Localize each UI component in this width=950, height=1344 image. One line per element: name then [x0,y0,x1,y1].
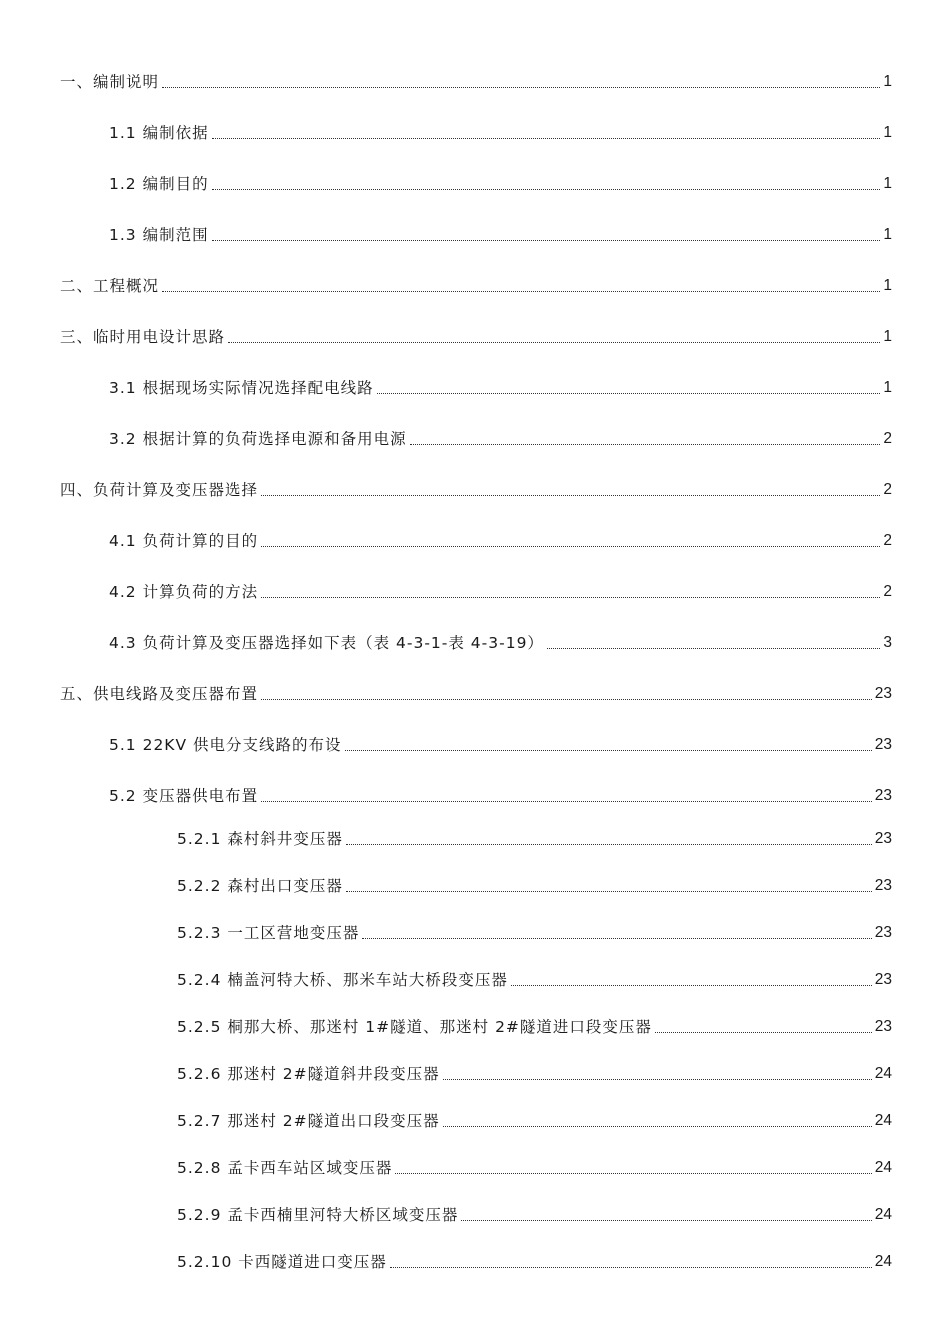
toc-entry-title: 5.2.9 孟卡西楠里河特大桥区域变压器 [177,1206,459,1224]
toc-entry-page: 2 [883,481,892,498]
toc-entry-title: 三、临时用电设计思路 [60,328,226,346]
toc-entry-page: 1 [883,124,892,141]
toc-entry-5-2-2[interactable] [177,870,892,896]
toc-entry-5-2-3[interactable] [177,917,892,943]
toc-entry-title: 二、工程概况 [60,277,160,295]
toc-entry-page: 1 [883,226,892,243]
toc-entry-title: 3.2 根据计算的负荷选择电源和备用电源 [109,430,407,448]
toc-dot-leader [346,891,872,892]
toc-entry-page: 24 [874,1253,892,1270]
toc-entry-page: 1 [883,328,892,345]
toc-entry-title: 5.2.5 桐那大桥、那迷村 1#隧道、那迷村 2#隧道进口段变压器 [177,1018,652,1036]
toc-dot-leader [162,291,880,292]
toc-entry-5-2-7[interactable] [177,1105,892,1131]
toc-entry-title: 5.2.2 森村出口变压器 [177,877,343,895]
toc-entry-section-4[interactable] [60,474,892,500]
toc-entry-title: 5.2.10 卡西隧道进口变压器 [177,1253,387,1271]
toc-entry-page: 24 [874,1159,892,1176]
toc-entry-page: 23 [874,830,892,847]
toc-entry-section-2[interactable] [60,270,892,296]
toc-entry-1-1[interactable] [109,117,892,143]
toc-dot-leader [345,750,872,751]
toc-entry-4-2[interactable] [109,576,892,602]
toc-entry-page: 23 [874,971,892,988]
toc-dot-leader [461,1220,871,1221]
toc-entry-5-2-8[interactable] [177,1152,892,1178]
toc-entry-title: 5.2.1 森村斜井变压器 [177,830,343,848]
toc-dot-leader [261,801,872,802]
toc-dot-leader [261,546,880,547]
toc-dot-leader [547,648,880,649]
toc-entry-page: 2 [883,532,892,549]
toc-dot-leader [212,189,881,190]
toc-dot-leader [346,844,872,845]
toc-dot-leader [212,138,881,139]
toc-dot-leader [395,1173,871,1174]
toc-entry-page: 24 [874,1112,892,1129]
toc-dot-leader [261,699,872,700]
toc-entry-section-1[interactable] [60,66,892,92]
toc-entry-4-3[interactable] [109,627,892,653]
toc-dot-leader [410,444,881,445]
toc-entry-page: 23 [874,685,892,702]
toc-entry-4-1[interactable] [109,525,892,551]
toc-entry-page: 23 [874,736,892,753]
toc-entry-title: 四、负荷计算及变压器选择 [60,481,259,499]
toc-entry-title: 4.1 负荷计算的目的 [109,532,259,550]
toc-dot-leader [443,1079,872,1080]
toc-entry-section-3[interactable] [60,321,892,347]
toc-dot-leader [162,87,880,88]
toc-entry-page: 23 [874,877,892,894]
toc-entry-5-1[interactable] [109,729,892,755]
toc-entry-5-2-4[interactable] [177,964,892,990]
toc-dot-leader [261,495,880,496]
toc-entry-page: 1 [883,175,892,192]
toc-entry-page: 24 [874,1206,892,1223]
toc-entry-3-1[interactable] [109,372,892,398]
toc-dot-leader [261,597,880,598]
toc-entry-page: 1 [883,73,892,90]
toc-entry-page: 3 [883,634,892,651]
toc-entry-5-2-10[interactable] [177,1246,892,1272]
toc-entry-title: 4.2 计算负荷的方法 [109,583,259,601]
toc-entry-title: 5.1 22KV 供电分支线路的布设 [109,736,342,754]
toc-entry-title: 3.1 根据现场实际情况选择配电线路 [109,379,374,397]
toc-dot-leader [362,938,871,939]
toc-entry-title: 5.2 变压器供电布置 [109,787,259,805]
toc-dot-leader [655,1032,872,1033]
toc-entry-page: 23 [874,787,892,804]
toc-entry-page: 23 [874,1018,892,1035]
toc-entry-title: 5.2.7 那迷村 2#隧道出口段变压器 [177,1112,440,1130]
toc-entry-title: 1.1 编制依据 [109,124,209,142]
toc-entry-1-3[interactable] [109,219,892,245]
toc-dot-leader [228,342,880,343]
toc-entry-title: 一、编制说明 [60,73,160,91]
toc-entry-5-2-6[interactable] [177,1058,892,1084]
toc-entry-title: 5.2.8 孟卡西车站区域变压器 [177,1159,393,1177]
toc-entry-title: 5.2.6 那迷村 2#隧道斜井段变压器 [177,1065,440,1083]
toc-entry-3-2[interactable] [109,423,892,449]
toc-entry-title: 1.2 编制目的 [109,175,209,193]
toc-dot-leader [390,1267,872,1268]
toc-entry-5-2-5[interactable] [177,1011,892,1037]
toc-entry-page: 2 [883,583,892,600]
toc-entry-page: 1 [883,277,892,294]
toc-dot-leader [212,240,881,241]
toc-entry-section-5[interactable] [60,678,892,704]
toc-entry-title: 5.2.4 楠盖河特大桥、那米车站大桥段变压器 [177,971,508,989]
toc-entry-1-2[interactable] [109,168,892,194]
toc-entry-title: 5.2.3 一工区营地变压器 [177,924,360,942]
toc-entry-page: 23 [874,924,892,941]
toc-entry-5-2-9[interactable] [177,1199,892,1225]
toc-entry-page: 2 [883,430,892,447]
toc-entry-page: 24 [874,1065,892,1082]
toc-entry-title: 4.3 负荷计算及变压器选择如下表（表 4-3-1-表 4-3-19） [109,634,544,652]
toc-dot-leader [377,393,881,394]
toc-entry-title: 五、供电线路及变压器布置 [60,685,259,703]
toc-dot-leader [443,1126,872,1127]
toc-entry-5-2-1[interactable] [177,823,892,849]
toc-entry-title: 1.3 编制范围 [109,226,209,244]
toc-entry-5-2[interactable] [109,780,892,806]
toc-dot-leader [511,985,872,986]
toc-entry-page: 1 [883,379,892,396]
